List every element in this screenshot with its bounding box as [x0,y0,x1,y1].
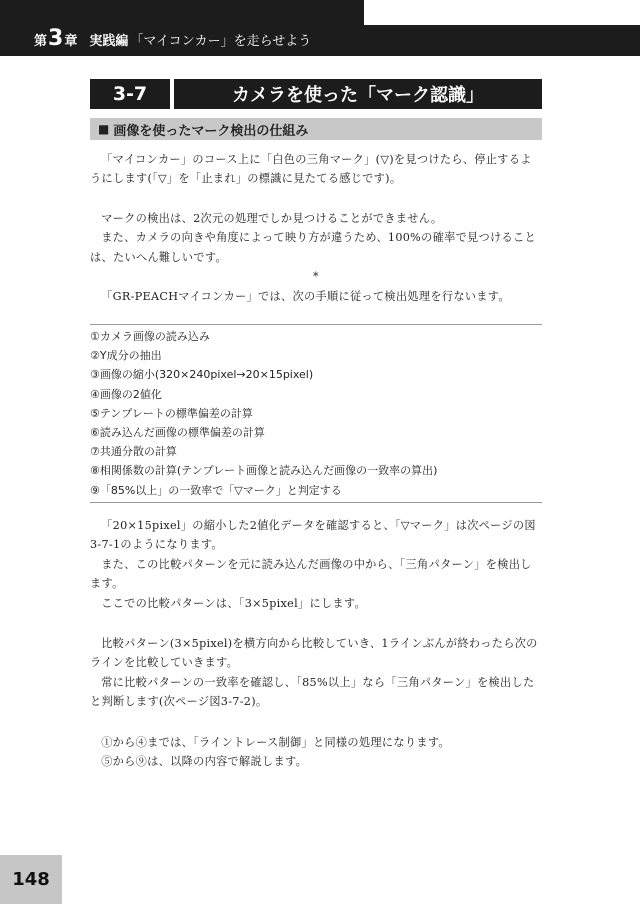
page-number: 148 [0,855,62,904]
list-item: ②Y成分の抽出 [90,349,162,363]
chapter-number: 3 [48,26,64,51]
section-heading [90,79,542,109]
list-item: ⑨「85%以上」の一致率で「▽マーク」と判定する [90,483,342,497]
body-text: また、カメラの向きや角度によって映り方が違うため、100%の確率で見つけることは、たいへん難しいです。 [90,231,536,264]
list-item: ③画像の縮小(320×240pixel→20×15pixel) [90,368,314,382]
section-number: 3-7 [90,79,170,109]
body-text: ここでの比較パターンは、「3×5pixel」にします。 [101,596,366,610]
banner-notch [364,0,640,25]
chapter-prefix: 第 [34,34,48,49]
procedure-list [90,324,542,503]
body-text: また、この比較パターンを元に読み込んだ画像の中から、「三角パターン」を検出します。 [90,557,532,591]
body-text: ①から④までは、「ライントレース制御」と同様の処理になります。 [101,736,450,749]
part-label: 実践編 [89,34,129,49]
separator-mark: * [313,270,319,284]
intro-paragraph [90,150,542,189]
body-text: 常に比較パターンの一致率を確認し、「85%以上」なら「三角パターン」を検出したと判断します(次ページ図3-7-2)。 [90,675,535,709]
detection-paragraph [90,209,542,306]
body-text: 「GR-PEACHマイコンカー」では、次の手順に従って検出処理を行ないます。 [101,289,510,303]
chapter-suffix: 章 [64,34,78,49]
list-item: ⑧相関係数の計算(テンプレート画像と読み込んだ画像の一致率の算出) [90,464,438,478]
body-text: 比較パターン(3×5pixel)を横方向から比較していき、1ラインぶんが終わったら次のラインを比較していきます。 [90,637,538,670]
list-item: ④画像の2値化 [90,387,162,401]
subsection-heading [90,118,542,140]
list-item: ⑦共通分散の計算 [90,445,177,459]
subsection-title: 画像を使ったマーク検出の仕組み [113,123,309,139]
closing-paragraph [90,733,542,772]
list-item: ①カメラ画像の読み込み [90,330,210,343]
square-bullet-icon: ■ [98,122,110,136]
body-text: 「マイコンカー」のコース上に「白色の三角マーク」(▽)を見つけたら、停止するようにします(「▽」を「止まれ」の標識に見たてる感じです)。 [90,153,532,186]
section-title: カメラを使った「マーク認識」 [174,79,542,109]
result-paragraph [90,516,542,613]
chapter-header [34,26,311,54]
body-text: ⑤から⑨は、以降の内容で解説します。 [101,755,308,769]
chapter-title: 「マイコンカー」を走らせよう [130,34,312,49]
body-text: 「20×15pixel」の縮小した2値化データを確認すると、「▽マーク」は次ページの図3-7-1のようになります。 [90,519,536,552]
list-item: ⑤テンプレートの標準偏差の計算 [90,406,253,420]
banner-notch-line [364,25,640,28]
list-item: ⑥読み込んだ画像の標準偏差の計算 [90,426,265,440]
comparison-paragraph [90,634,542,712]
body-text: マークの検出は、2次元の処理でしか見つけることができません。 [101,212,443,225]
